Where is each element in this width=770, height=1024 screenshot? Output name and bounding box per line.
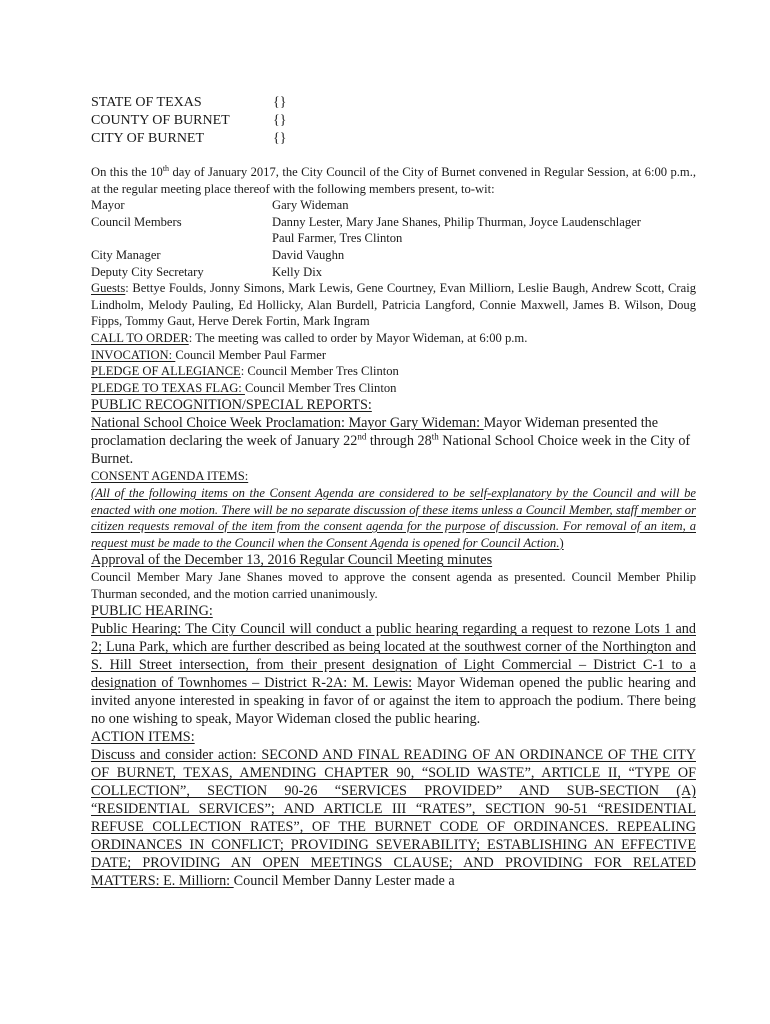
council-members-names: Danny Lester, Mary Jane Shanes, Philip Thurman, Joyce Laudenschlager xyxy=(272,214,641,229)
jurisdiction-bracket: {} xyxy=(273,131,287,146)
jurisdiction-row xyxy=(91,112,391,130)
invocation-label: INVOCATION: xyxy=(91,347,176,362)
minutes-body xyxy=(91,164,696,890)
action-heading: ACTION ITEMS: xyxy=(91,729,195,746)
consent-note xyxy=(91,485,696,551)
deputy-secretary-name: Kelly Dix xyxy=(272,264,323,279)
pledge-texas-flag xyxy=(91,380,696,397)
jurisdiction-row xyxy=(91,130,391,148)
hearing-item-text: Mayor Wideman opened the public hearing and invited anyone interested in speaking in favor of or against the item to approach the podium. There being no one wishing to speak, Mayor Wideman closed the public hearing. xyxy=(91,675,696,728)
pledge-allegiance-text: : Council Member Tres Clinton xyxy=(240,364,399,379)
action-item-text: Council Member Danny Lester made a xyxy=(233,873,455,890)
council-members-label: Council Members xyxy=(91,214,182,229)
jurisdiction-bracket: {} xyxy=(273,95,287,110)
jurisdiction-bracket: {} xyxy=(273,113,287,128)
call-to-order xyxy=(91,330,696,347)
consent-note-close: ) xyxy=(559,535,564,550)
jurisdiction-label: STATE OF TEXAS xyxy=(91,95,202,110)
consent-note-text: (All of the following items on the Consent Agenda are considered to be self-explanatory by the Council and will be enacted with one motion. There will be no separate discussion of these items unless a Council Member, staff member or citizen requests removal of the item from the consent agenda for the purpose of discussion. For removal of an item, a request must be made to the Council when the Consent Agenda is opened for Council Action. xyxy=(91,485,696,550)
ordinal-suffix: th xyxy=(431,431,439,442)
hearing-item xyxy=(91,620,696,728)
recognition-item-text: through 28 xyxy=(366,433,432,450)
consent-item-title: Approval of the December 13, 2016 Regular Council Meeting minutes xyxy=(91,552,493,569)
recognition-item-text: National School Choice week in the City of Burnet. xyxy=(91,433,691,468)
pledge-allegiance-label: PLEDGE OF ALLEGIANCE xyxy=(91,364,241,379)
guests-paragraph xyxy=(91,280,696,330)
opening-text: On this the 10 xyxy=(91,165,163,179)
jurisdiction-heading xyxy=(91,94,391,148)
city-manager-name: David Vaughn xyxy=(272,247,345,262)
recognition-item-title: National School Choice Week Proclamation: Mayor Gary Wideman: xyxy=(91,415,484,432)
guests-label: Guests xyxy=(91,281,126,296)
hearing-heading: PUBLIC HEARING: xyxy=(91,603,213,620)
ordinal-suffix: nd xyxy=(357,431,367,442)
invocation-text: Council Member Paul Farmer xyxy=(175,347,327,362)
call-to-order-text: : The meeting was called to order by Mayor Wideman, at 6:00 p.m. xyxy=(188,330,528,345)
recognition-heading: PUBLIC RECOGNITION/SPECIAL REPORTS: xyxy=(91,397,372,414)
opening-text: day of January 2017, the City Council of the City of Burnet convened in Regular Session, at 6:00 p.m., at the regular meeting place thereof with the following members present, to-wit: xyxy=(91,165,696,196)
mayor-name: Gary Wideman xyxy=(272,198,349,213)
consent-heading: CONSENT AGENDA ITEMS: xyxy=(91,469,249,484)
action-item-title: Discuss and consider action: SECOND AND FINAL READING OF AN ORDINANCE OF THE CITY OF BURNET, TEXAS, AMENDING CHAPTER 90, “SOLID WASTE”, ARTICLE II, “TYPE OF COLLECTION”, SECTION 90-26 “SERVICES PROVIDED” AND SUB-SECTION (A) “RESIDENTIAL SERVICES”; AND ARTICLE III “RATES”, SECTION 90-51 “RESIDENTIAL REFUSE COLLECTION RATES”, OF THE BURNET CODE OF ORDINANCES. REPEALING ORDINANCES IN CONFLICT; PROVIDING SEVERABILITY; ESTABLISHING AN EFFECTIVE DATE; PROVIDING AN OPEN MEETINGS CLAUSE; AND PROVIDING FOR RELATED MATTERS: E. Milliorn: xyxy=(91,747,696,890)
call-to-order-label: CALL TO ORDER xyxy=(91,330,189,345)
pledge-allegiance xyxy=(91,363,696,380)
pledge-texas-label: PLEDGE TO TEXAS FLAG: xyxy=(91,380,245,395)
recognition-item-text: Mayor Wideman presented the proclamation declaring the week of January 22 xyxy=(91,415,659,450)
hearing-item-title: Public Hearing: The City Council will conduct a public hearing regarding a request to rezone Lots 1 and 2; Luna Park, which are further described as being located at the southwest corner of the Northington and S. Hill Street intersection, from their present designation of Light Commercial – District C-1 to a designation of Townhomes – District R-2A: M. Lewis: xyxy=(91,621,696,692)
opening-paragraph xyxy=(91,164,696,197)
members-list xyxy=(91,197,696,280)
jurisdiction-label: CITY OF BURNET xyxy=(91,131,205,146)
jurisdiction-row xyxy=(91,94,391,112)
jurisdiction-label: COUNTY OF BURNET xyxy=(91,113,230,128)
city-manager-label: City Manager xyxy=(91,247,161,262)
recognition-item xyxy=(91,414,696,468)
council-members-names: Paul Farmer, Tres Clinton xyxy=(272,231,403,246)
deputy-secretary-label: Deputy City Secretary xyxy=(91,264,204,279)
guests-list: : Bettye Foulds, Jonny Simons, Mark Lewis, Gene Courtney, Evan Milliorn, Leslie Baugh, Andrew Scott, Craig Lindholm, Melody Pauling, Ed Hollicky, Alan Burdell, Patricia Langford, Connie Maxwell, James B. Wilson, Doug Fipps, Tommy Gaut, Herve Derek Fortin, Mark Ingram xyxy=(91,281,696,329)
ordinal-suffix: th xyxy=(162,163,170,173)
invocation xyxy=(91,347,696,364)
pledge-texas-text: Council Member Tres Clinton xyxy=(244,380,397,395)
consent-item-text: Council Member Mary Jane Shanes moved to approve the consent agenda as presented. Council Member Philip Thurman seconded, and the motion carried unanimously. xyxy=(91,570,696,601)
mayor-label: Mayor xyxy=(91,198,125,213)
action-item xyxy=(91,746,696,890)
